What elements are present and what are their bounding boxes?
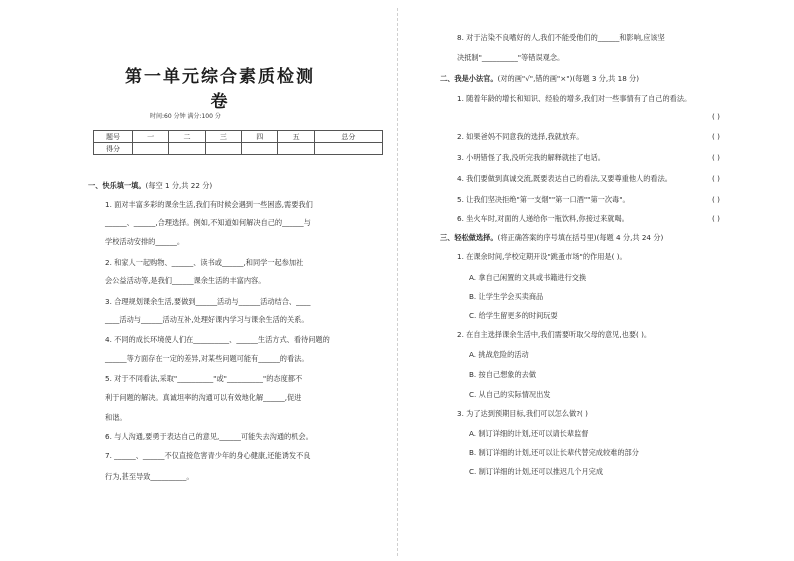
answer-parentheses[interactable]: ( ) xyxy=(712,195,720,204)
question-line xyxy=(105,354,309,364)
score-table-header-row xyxy=(94,131,383,143)
question-text: 3. 合理规划课余生活,要做到______活动与______活动结合、____ xyxy=(105,297,311,306)
question-line xyxy=(457,174,672,184)
question-line xyxy=(457,330,651,340)
score-input-cell[interactable] xyxy=(169,143,205,155)
section-heading xyxy=(88,181,212,191)
score-table-score-row xyxy=(94,143,383,155)
score-cell: 题号 xyxy=(94,131,133,143)
page-title: 第一单元综合素质检测卷 xyxy=(125,67,315,112)
question-line xyxy=(457,94,691,104)
question-text: C. 给学生留更多的时间玩耍 xyxy=(469,311,558,320)
section-title: 一、快乐填一填。 xyxy=(88,181,146,190)
question-text: 利于问题的解决。真诚坦率的沟通可以有效地化解______,促进 xyxy=(105,393,302,402)
question-line xyxy=(105,276,265,286)
score-cell: 二 xyxy=(169,131,205,143)
question-text: 和谐。 xyxy=(105,413,127,422)
question-text: 6. 与人沟通,要勇于表达自己的意见,______可能失去沟通的机会。 xyxy=(105,432,313,441)
question-text: 2. 在自主选择课余生活中,我们需要听取父母的意见,也要( )。 xyxy=(457,330,652,339)
question-text: 3. 小明错怪了我,没听完我的解释就挂了电话。 xyxy=(457,153,605,162)
question-line xyxy=(105,393,301,403)
question-text: 8. 对于沾染不良嗜好的人,我们不能受他们的______和影响,应该坚 xyxy=(457,33,665,42)
question-line xyxy=(469,448,639,458)
question-line xyxy=(457,53,564,63)
question-line xyxy=(457,409,588,419)
question-line xyxy=(457,132,583,142)
question-line xyxy=(469,350,529,360)
question-line xyxy=(105,335,330,345)
score-input-cell[interactable] xyxy=(133,143,169,155)
score-input-cell[interactable] xyxy=(278,143,314,155)
question-line xyxy=(457,252,627,262)
question-text: 5. 让我们坚决拒绝"第一支烟""第一口酒""第一次毒"。 xyxy=(457,195,630,204)
score-table xyxy=(93,130,383,155)
question-line xyxy=(457,195,630,205)
question-line xyxy=(105,218,311,228)
question-text: 4. 我们要做到真诚交流,既要表达自己的看法,又要尊重他人的看法。 xyxy=(457,174,672,183)
question-text: ______、______,合理选择。例如,不知道如何解决自己的______与 xyxy=(105,218,311,227)
question-text: 决抵制"__________"等错误观念。 xyxy=(457,53,565,62)
section-heading xyxy=(440,233,663,243)
question-line xyxy=(469,467,603,477)
question-text: A. 制订详细的计划,还可以请长辈监督 xyxy=(469,429,589,438)
question-text: A. 拿自己闲置的文具或书籍进行交换 xyxy=(469,273,587,282)
question-line xyxy=(105,200,313,210)
question-line xyxy=(469,429,588,439)
question-line xyxy=(105,432,313,442)
question-text: 会公益活动等,是我们______课余生活的丰富内容。 xyxy=(105,276,266,285)
question-line xyxy=(469,292,543,302)
question-text: 2. 如果爸妈不同意我的选择,我就放弃。 xyxy=(457,132,584,141)
answer-parentheses[interactable]: ( ) xyxy=(712,214,720,223)
question-text: 1. 面对丰富多彩的课余生活,我们有时候会遇到一些困惑,需要我们 xyxy=(105,200,313,209)
question-text: 2. 和家人一起购物、______、读书或______,和同学一起参加社 xyxy=(105,258,304,267)
question-text: 5. 对于不同看法,采取"__________"或"__________"的态度都不 xyxy=(105,374,303,383)
section-title: 三、轻松做选择。 xyxy=(440,233,498,242)
question-line xyxy=(105,472,194,482)
question-text: 学校活动安排的______。 xyxy=(105,237,185,246)
right-column xyxy=(397,0,794,561)
question-line xyxy=(457,33,665,43)
question-text: B. 按自己想象的去做 xyxy=(469,370,537,379)
score-input-cell[interactable] xyxy=(205,143,241,155)
question-line xyxy=(105,451,311,461)
score-input-cell[interactable] xyxy=(314,143,382,155)
question-text: 1. 在课余时间,学校定期开设"跳蚤市场"的作用是( )。 xyxy=(457,252,627,261)
question-text: 6. 坐火车时,对面的人递给你一瓶饮料,你接过来就喝。 xyxy=(457,214,629,223)
exam-meta: 时间:60 分钟 满分:100 分 xyxy=(150,113,221,120)
question-text: ____活动与______活动互补,处理好课内学习与课余生活的关系。 xyxy=(105,315,309,324)
answer-parentheses[interactable]: ( ) xyxy=(712,153,720,162)
section-title: 二、我是小法官。 xyxy=(440,74,498,83)
question-text: ______等方面存在一定的差异,对某些问题可能有______的看法。 xyxy=(105,354,309,363)
score-cell: 得分 xyxy=(94,143,133,155)
question-line xyxy=(105,315,309,325)
question-text: B. 让学生学会买卖商品 xyxy=(469,292,544,301)
section-note: (对的画"√",错的画"×")(每题 3 分,共 18 分) xyxy=(497,74,640,83)
section-note: (每空 1 分,共 22 分) xyxy=(145,181,213,190)
question-text: 3. 为了达到预期目标,我们可以怎么做?( ) xyxy=(457,409,588,418)
question-line xyxy=(105,258,303,268)
question-line xyxy=(105,297,311,307)
question-text: C. 制订详细的计划,还可以推迟几个月完成 xyxy=(469,467,604,476)
question-line xyxy=(105,237,184,247)
section-note: (将正确答案的序号填在括号里)(每题 4 分,共 24 分) xyxy=(497,233,664,242)
question-text: C. 从自己的实际情况出发 xyxy=(469,390,551,399)
score-cell: 总分 xyxy=(314,131,382,143)
question-line xyxy=(457,214,629,224)
question-line xyxy=(457,153,605,163)
question-line xyxy=(469,311,558,321)
answer-parentheses[interactable]: ( ) xyxy=(712,112,720,121)
answer-parentheses[interactable]: ( ) xyxy=(712,132,720,141)
answer-parentheses[interactable]: ( ) xyxy=(712,174,720,183)
score-cell: 四 xyxy=(242,131,278,143)
score-input-cell[interactable] xyxy=(242,143,278,155)
score-cell: 三 xyxy=(205,131,241,143)
question-line xyxy=(469,370,536,380)
question-line xyxy=(469,390,550,400)
question-line xyxy=(105,374,302,384)
question-text: 行为,甚至导致__________。 xyxy=(105,472,194,481)
question-text: 1. 随着年龄的增长和知识、经验的增多,我们对一些事情有了自己的看法。 xyxy=(457,94,692,103)
score-cell: 五 xyxy=(278,131,314,143)
question-line xyxy=(105,413,127,423)
question-text: A. 挑战危险的活动 xyxy=(469,350,529,359)
score-cell: 一 xyxy=(133,131,169,143)
question-line xyxy=(469,273,586,283)
question-text: B. 制订详细的计划,还可以让长辈代替完成较难的部分 xyxy=(469,448,639,457)
section-heading xyxy=(440,74,639,84)
question-text: 4. 不同的成长环境使人们在__________、______生活方式、看待问题的 xyxy=(105,335,330,344)
question-text: 7. ______、______不仅直接危害青少年的身心健康,还能诱发不良 xyxy=(105,451,311,460)
